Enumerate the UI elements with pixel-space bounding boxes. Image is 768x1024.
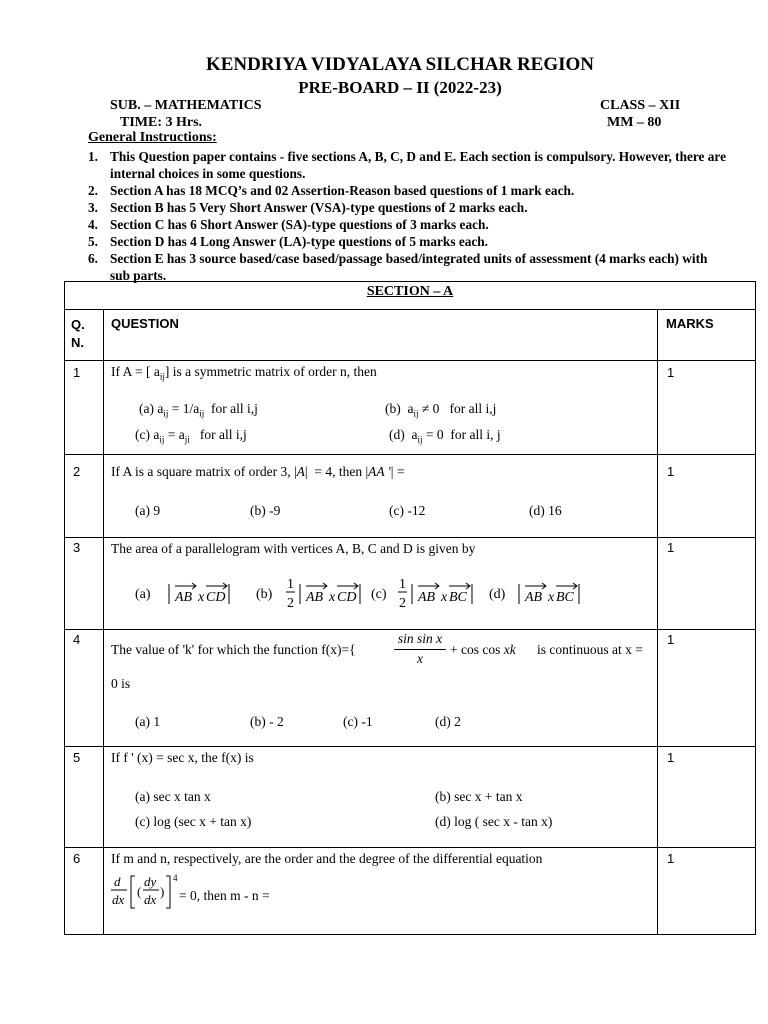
time-label: TIME: 3 Hrs. [120, 115, 203, 130]
option-a: (a) 1 [135, 714, 161, 729]
column-divider [103, 309, 104, 934]
svg-text:AB: AB [418, 590, 436, 605]
option-c: (c) -12 [389, 503, 426, 518]
svg-text:AB: AB [525, 590, 543, 605]
option-d-label: (d) [489, 587, 506, 602]
fraction-bar [394, 649, 446, 650]
svg-text:AB: AB [306, 590, 324, 605]
question-text: The value of 'k' for which the function f(x)={ sin sin x x + cos cos xk is continuous at x = [111, 631, 643, 666]
differential-equation [109, 870, 189, 914]
svg-text:2: 2 [287, 596, 294, 611]
svg-text:1: 1 [399, 577, 406, 592]
svg-text:x: x [329, 590, 336, 605]
option-d: (d) 16 [529, 503, 562, 518]
svg-text:dy: dy [144, 874, 157, 889]
question-table [64, 281, 756, 935]
class-label: CLASS – XII [600, 98, 681, 113]
row-divider [65, 537, 755, 538]
option-c-label: (c) [371, 587, 387, 602]
question-marks: 1 [667, 750, 675, 765]
question-marks: 1 [667, 632, 675, 647]
question-number: 6 [73, 851, 81, 866]
svg-text:BC: BC [449, 590, 467, 605]
question-marks: 1 [667, 851, 675, 866]
option-b: (b) - 2 [250, 714, 284, 729]
fraction-denominator: x [417, 651, 423, 666]
option-c: (c) $a_{ij} = a_{ji}$ for all i,j [135, 427, 247, 445]
svg-text:x: x [441, 590, 448, 605]
option-c: (c) log (sec x + tan x) [135, 814, 252, 829]
option-a: (a) sec x tan x [135, 789, 211, 804]
question-text-continued: = 0, then m - n = [179, 888, 270, 903]
svg-text:d: d [114, 874, 121, 889]
exam-title: PRE-BOARD – II (2022-23) [298, 78, 502, 97]
row-divider [65, 454, 755, 455]
svg-text:x: x [548, 590, 555, 605]
question-text: If A is a square matrix of order 3, |A| = 4, then |AA ′| = [111, 464, 405, 479]
option-b: (b) $a_{ij} \ne 0$ for all i,j [385, 401, 497, 419]
option-d: (d) $a_{ij} = 0$ for all i, j [389, 427, 501, 445]
svg-text:BC: BC [556, 590, 574, 605]
svg-text:dx: dx [144, 892, 157, 907]
svg-text:2: 2 [399, 596, 406, 611]
column-divider [657, 309, 658, 934]
option-a-label: (a) [135, 587, 151, 602]
option-a: (a) $a_{ij} = 1/a_{ij}$ for all i,j [139, 401, 258, 419]
column-header-marks: MARKS [666, 316, 714, 331]
row-divider [65, 629, 755, 630]
option-a: (a) 9 [135, 503, 161, 518]
question-text-continued: 0 is [111, 676, 131, 691]
question-text: The area of a parallelogram with vertices A, B, C and D is given by [111, 541, 476, 556]
row-divider [65, 360, 755, 361]
option-d: (d) 2 [435, 714, 461, 729]
q3-options-math [131, 570, 661, 614]
row-divider [65, 746, 755, 747]
question-number: 2 [73, 464, 81, 479]
svg-text:AB: AB [175, 590, 193, 605]
question-number: 4 [73, 632, 81, 647]
option-c: (c) -1 [343, 714, 373, 729]
svg-text:): ) [160, 884, 165, 899]
question-marks: 1 [667, 365, 675, 380]
column-header-question: QUESTION [111, 316, 179, 331]
question-text: If A = [ $a_{ij}$] is a symmetric matrix of order n, then [111, 364, 377, 382]
question-marks: 1 [667, 464, 675, 479]
option-b-label: (b) [256, 587, 273, 602]
fraction-numerator: sin sin x [397, 631, 443, 646]
question-number: 1 [73, 365, 81, 380]
column-header-qn: Q. N. [71, 317, 85, 350]
question-text: If f ' (x) = sec x, the f(x) is [111, 750, 254, 765]
svg-text:CD: CD [206, 590, 226, 605]
math-expression: + cos cos xk [450, 642, 516, 657]
school-name: KENDRIYA VIDYALAYA SILCHAR REGION [205, 54, 595, 75]
option-b: (b) -9 [250, 503, 281, 518]
option-b: (b) sec x + tan x [435, 789, 523, 804]
row-divider [65, 847, 755, 848]
question-number: 5 [73, 750, 81, 765]
question-text: If m and n, respectively, are the order and the degree of the differential equation [111, 851, 543, 866]
section-heading: SECTION – A [65, 282, 755, 310]
svg-text:(: ( [137, 884, 142, 899]
question-number: 3 [73, 540, 81, 555]
svg-text:4: 4 [173, 873, 178, 883]
svg-text:1: 1 [287, 577, 294, 592]
question-marks: 1 [667, 540, 675, 555]
svg-text:x: x [198, 590, 205, 605]
svg-text:dx: dx [112, 892, 125, 907]
svg-text:CD: CD [337, 590, 357, 605]
option-d: (d) log ( sec x - tan x) [435, 814, 553, 829]
max-marks: MM – 80 [607, 115, 662, 130]
subject: SUB. – MATHEMATICS [110, 98, 262, 113]
instructions-heading: General Instructions: [88, 130, 217, 145]
